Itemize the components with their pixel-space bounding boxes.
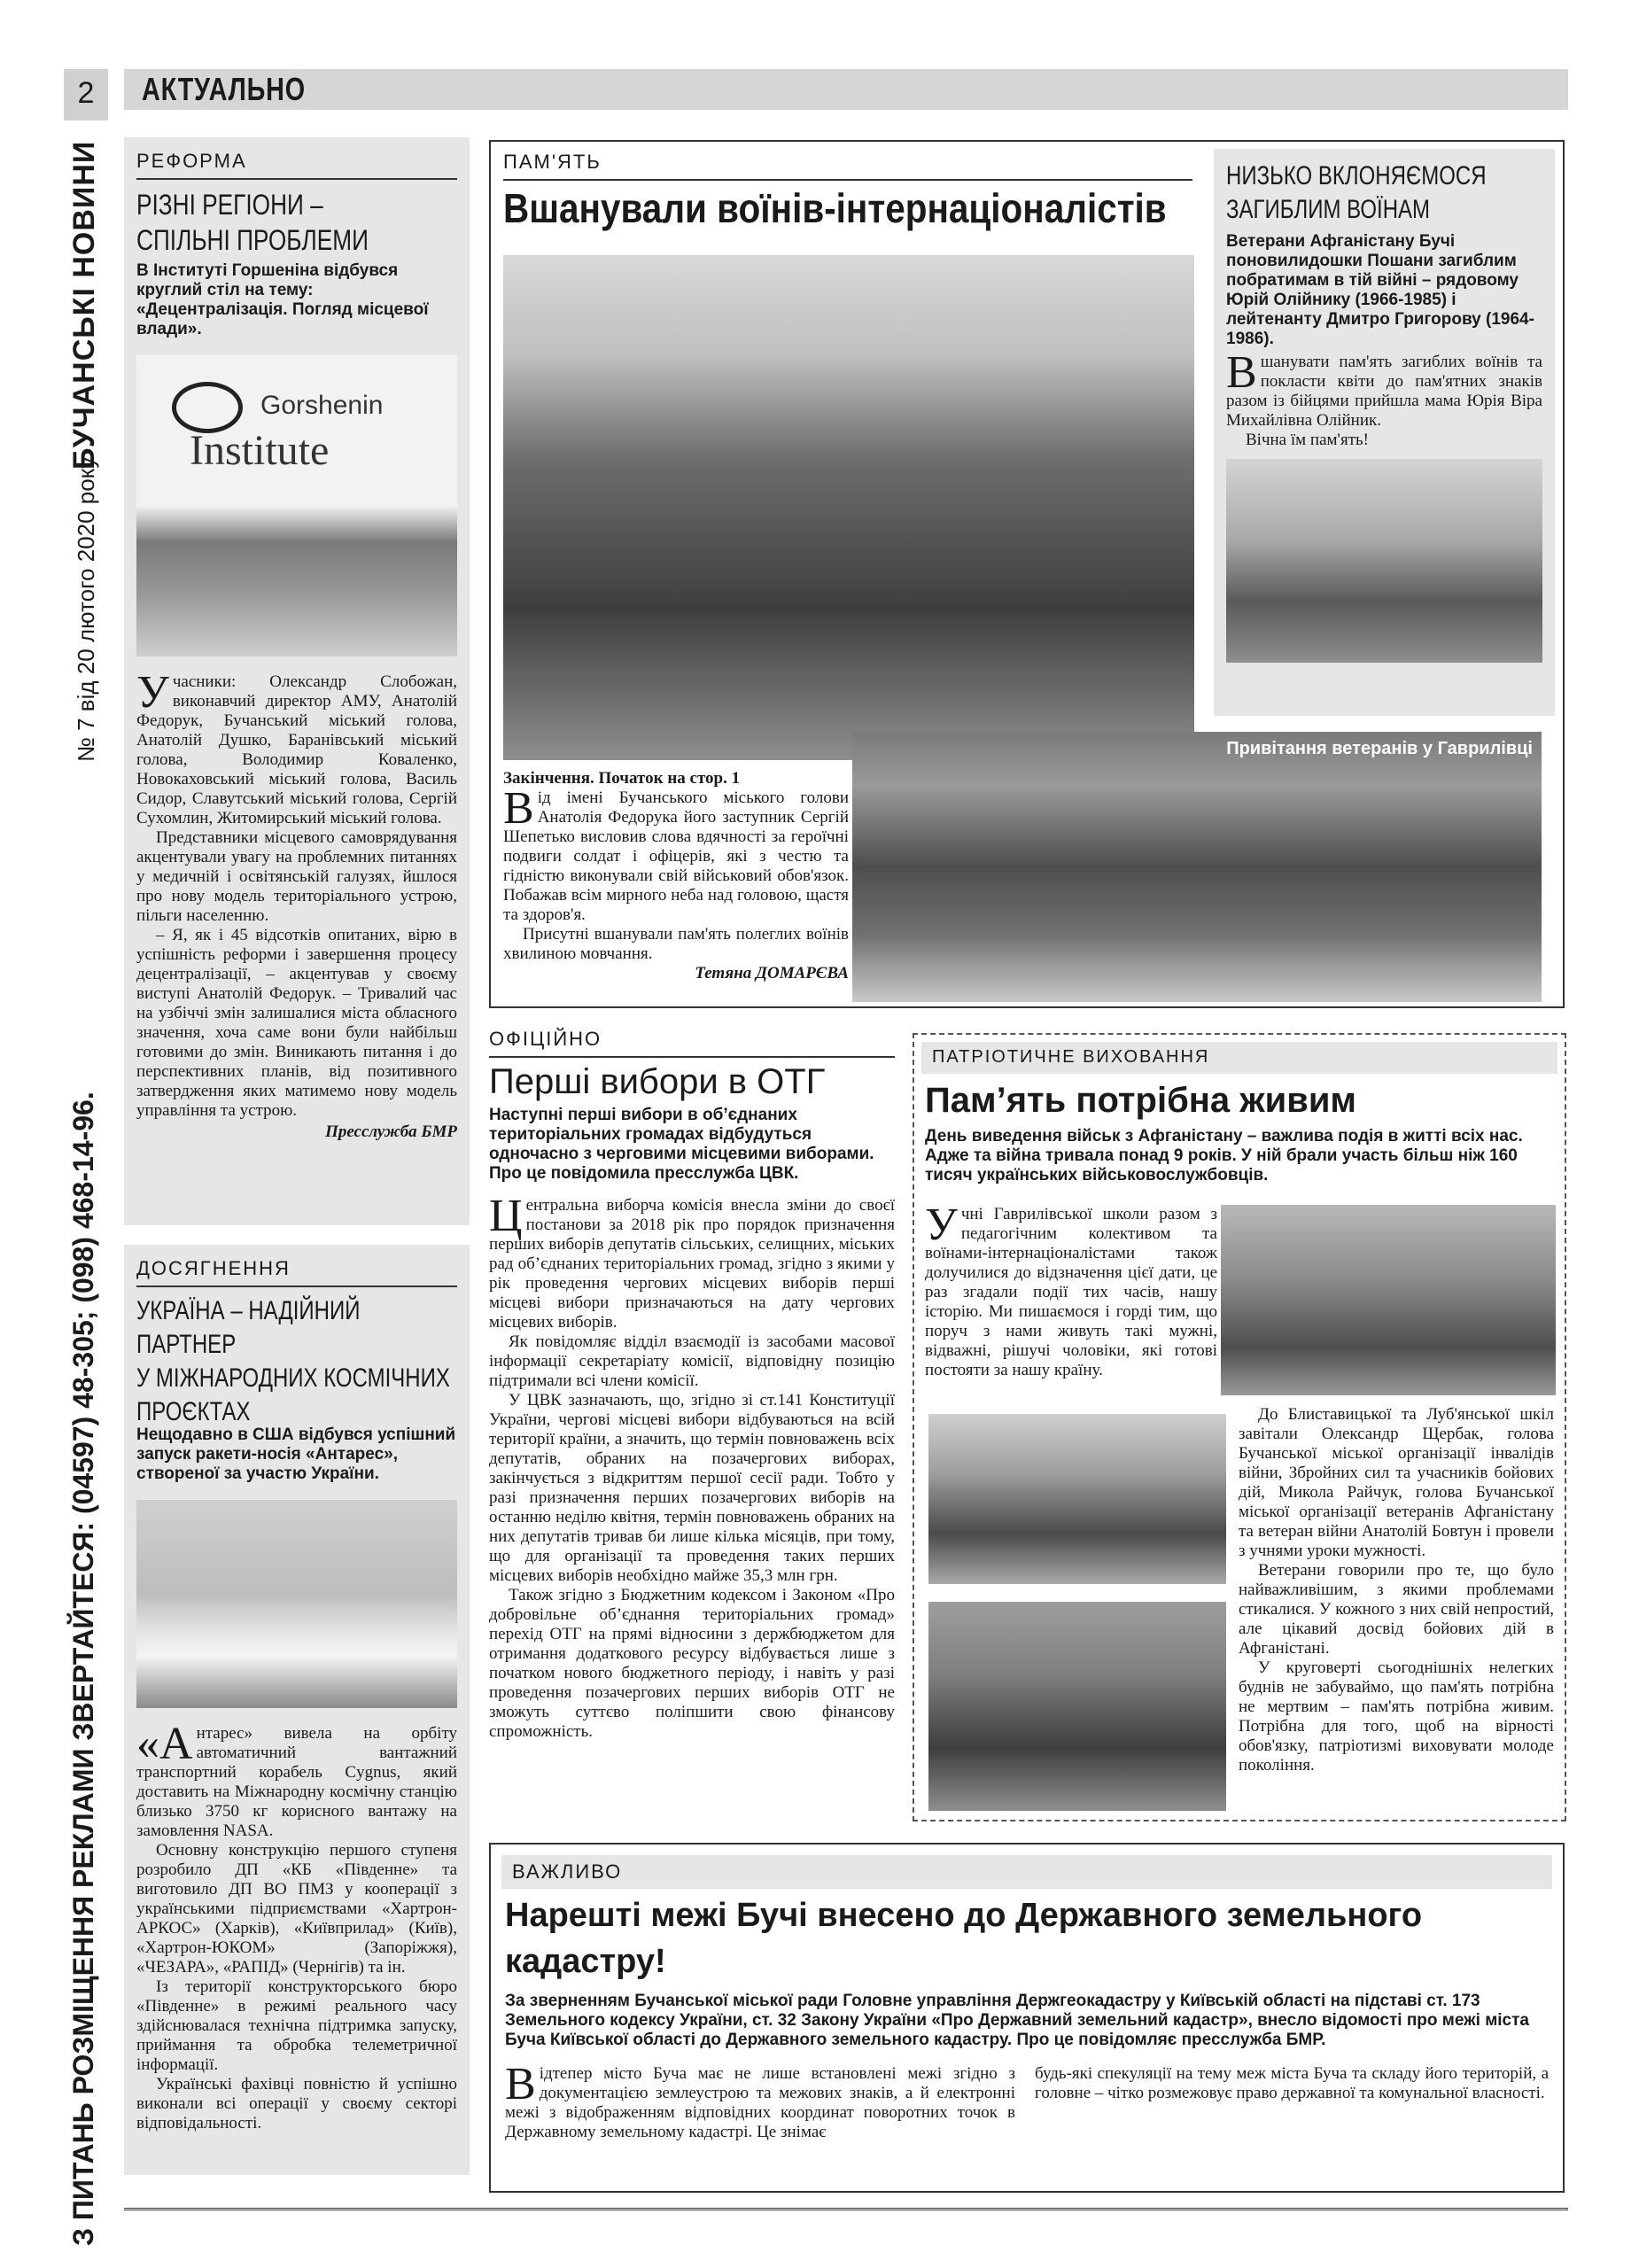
patriotic-body-right: [1239, 1405, 1554, 1775]
bow-title-line1: НИЗЬКО ВКЛОНЯЄМОСЯ: [1226, 161, 1487, 190]
achievement-p4: Українські фахівці повністю й успішно виконали всі операції у своєму секторі відповідальності.: [136, 2075, 457, 2132]
achievement-title: [136, 1294, 455, 1429]
memory-dropcap: В: [503, 783, 534, 834]
official-p3: У ЦВК зазначають, що, згідно зі ст.141 Конституції України, чергові місцеві вибори відбуваються на всій території країни, а значить, що термін повноважень всіх депутатів, обраних на позачергових виборах, закінчується з відкриттям першої сесії ради. Тобто у разі призначення перших позачергових виборів на останню неділю квітня, термін повноважень обраних на них депутатів тривав би лише кілька місяців, при тому, що для організації та проведення таких перших місцевих виборів необхідно майже 35,3 млн грн.: [489, 1391, 895, 1585]
bow-title-line2: ЗАГИБЛИМ ВОЇНАМ: [1226, 195, 1431, 224]
important-body-left: [505, 2059, 1015, 2142]
side-ads-phone: З ПИТАНЬ РОЗМІЩЕННЯ РЕКЛАМИ ЗВЕРТАЙТЕСЯ: (04597) 48-305; (098) 468-14-96.: [67, 1091, 99, 2246]
achievement-p1: нтарес» вивела на орбіту автоматичний вантажний транспортний корабель Cygnus, який доставить на Міжнародну космічну станцію близько 3750 кг корисного вантажу на замовлення NASA.: [136, 1724, 457, 1840]
patriotic-p2: До Блиставицької та Луб'янської шкіл завітали Олександр Щербак, голова Бучанської міської організації інвалідів війни, Збройних сил та учасників бойових дій, Микола Райчук, голова Бучанської міської організації ветеранів Афганістану та ветеран війни Анатолій Бовтун і провели з учнями уроки мужності.: [1239, 1405, 1554, 1560]
reform-p2: Представники місцевого самоврядування акцентували увагу на проблемних питаннях у медичній і освітянській галузях, йшлося про нову модель територіального устрою, пільги населенню.: [136, 828, 457, 925]
patriotic-p3: Ветерани говорили про те, що було найважливішим, з якими проблемами стикалися. У кожного з них свій непростий, але цікавий досвід бойових дій в Афганістані.: [1239, 1561, 1554, 1658]
achievement-section: [124, 1245, 470, 2175]
patriotic-body-top: [925, 1200, 1217, 1380]
official-title: Перші вибори в ОТГ: [489, 1062, 826, 1101]
official-dropcap: Ц: [489, 1191, 523, 1241]
bow-p2: Вічна їм пам'ять!: [1246, 431, 1369, 449]
memory-continuation: Закінчення. Початок на стор. 1: [503, 769, 741, 788]
bow-section: [1214, 149, 1555, 716]
memory-p2: Присутні вшанували пам'ять полеглих воїнів хвилиною мовчання.: [503, 925, 849, 963]
memory-p1: ід імені Бучанського міського голови Анатолія Федорука його заступник Сергій Шепетько висловив слова вдячності за героїчні подвиги солдат і офіцерів, які з честю та гідністю виконували свій військовий обов'язок. Побажав всім мирного неба над головою, щастя та здоров'я.: [503, 788, 849, 924]
reform-rubric: РЕФОРМА: [136, 150, 247, 172]
side-paper-title: БУЧАНСЬКІ НОВИНИ: [67, 140, 101, 470]
section-header: АКТУАЛЬНО: [142, 71, 306, 107]
patriotic-rubric: ПАТРІОТИЧНЕ ВИХОВАННЯ: [932, 1047, 1210, 1067]
reform-lead: В Інституті Горшеніна відбувся круглий стіл на тему: «Децентралізація. Погляд місцевої влади».: [136, 261, 429, 338]
achievement-title-line3: ПРОЄКТАХ: [136, 1397, 251, 1426]
achievement-title-line2: У МІЖНАРОДНИХ КОСМІЧНИХ: [136, 1363, 450, 1393]
bow-dropcap: В: [1226, 347, 1257, 398]
section-header-bar: [124, 69, 1568, 110]
patriotic-lead: День виведення військ з Афганістану – важлива подія в житті всіх нас. Адже та війна тривала понад 9 років. У ній брали участь більш ніж 160 тисяч українських військовослужбовців.: [925, 1127, 1523, 1184]
gavrylivka-caption: Привітання ветеранів у Гаврилівці: [1226, 739, 1533, 758]
achievement-dropcap: «А: [136, 1719, 193, 1769]
school-event-photo-3: [928, 1602, 1226, 1811]
achievement-rubric: ДОСЯГНЕННЯ: [136, 1257, 291, 1279]
reform-p3: – Я, як і 45 відсотків опитаних, вірю в успішність реформи і завершення процесу децентралізації, – акцентував у своєму виступі Анатолій Федорук. – Тривалий час на узбіччі змін залишалися міста обласного значення, хоча саме вони були найбільш готовими до змін. Виникають питання і до перспективних планів, від позитивного затвердження яких матимемо нову модель управління та устрою.: [136, 926, 457, 1120]
achievement-body: [136, 1719, 457, 2133]
bow-p1: шанувати пам'ять загиблих воїнів та покласти квіти до пам'ятних знаків разом із бійцями прийшла мама Юрія Віра Михайлівна Олійник.: [1226, 353, 1542, 430]
important-title-line1: Нарешті межі Бучі внесено до Державного земельного: [505, 1897, 1423, 1934]
reform-title: [136, 187, 456, 258]
reform-section: [124, 137, 470, 1225]
achievement-lead: Нещодавно в США відбувся успішний запуск ракети-носія «Антарес», створеної за участю України.: [136, 1425, 456, 1483]
gorshenin-logo-line2: Institute: [190, 427, 330, 474]
reform-dropcap: У: [136, 667, 169, 718]
patriotic-p4: У круговерті сьогоднішніх нелегких буднів не забуваймо, що пам'ять потрібна не мертвим – пам'ять потрібна живим. Потрібна для того, щоб на вірності обов'язку, патріотизмі виховувати молоде покоління.: [1239, 1658, 1554, 1775]
important-lead: За зверненням Бучанської міської ради Головне управління Держгеокадастру у Київській області на підставі ст. 173 Земельного кодексу України, ст. 32 Закону України «Про Державний земельний кадастр», внесло відомості про межі міста Буча Київської області до Державного земельного кадастру. Про це повідомляє пресслужба БМР.: [505, 1992, 1529, 2049]
important-body-right: [1035, 2064, 1549, 2103]
important-dropcap: В: [505, 2059, 536, 2109]
official-rubric: ОФІЦІЙНО: [489, 1028, 602, 1050]
school-event-photo-1: [1221, 1205, 1556, 1395]
patriotic-dropcap: У: [925, 1200, 958, 1250]
rocket-launch-photo: [136, 1500, 457, 1708]
official-body: [489, 1191, 895, 1742]
bow-lead: Ветерани Афганістану Бучі поновилидошки Пошани загиблим побратимам в тій війні – рядовому Юрій Олійнику (1966-1985) і лейтенанту Дмитро Григорову (1964-1986).: [1226, 232, 1534, 348]
official-p1: ентральна виборча комісія внесла зміни до своєї постанови за 2018 рік про порядок призначення перших виборів депутатів сільських, селищних, міських рад об’єднаних територіальних громад, згідно з якими у рік проведення чергових місцевих виборів перші місцеві вибори призначаються на дату чергових місцевих виборів.: [489, 1196, 895, 1332]
patriotic-title: Пам’ять потрібна живим: [925, 1081, 1357, 1120]
achievement-p2: Основну конструкцію першого ступеня розробило ДП «КБ «Південне» та виготовило ДП ВО ПМЗ у кооперації з українськими підприємствами «Хартрон-АРКОС» (Харків), «Київприлад» (Київ), «Хартрон-ЮКОМ» (Запоріжжя), «ЧЕЗАРА», «РАПІД» (Чернігів) та ін.: [136, 1841, 457, 1977]
memorial-plaque-photo: [1226, 459, 1542, 663]
achievement-p3: Із території конструкторського бюро «Південне» в режимі реального часу здійснювалася технічна підтримка запуску, приймання та обробка телеметричної інформації.: [136, 1977, 457, 2074]
bow-title: [1226, 159, 1552, 227]
reform-title-line1: РІЗНІ РЕГІОНИ –: [136, 189, 323, 221]
official-p4: Також згідно з Бюджетним кодексом і Законом «Про добровільне об’єднання територіальних громад» перехід ОТГ на прямі відносини з держбюджетом для отримання додаткового ресурсу відбувається лише з початком нового бюджетного періоду, і навіть у разі проведення позачергових перших виборів ОТГ не зможуть суттєво поліпшити свою фінансову спроможність.: [489, 1586, 895, 1741]
important-p1: ідтепер місто Буча має не лише встановлені межі згідно з документацією землеустрою та межових знаків, а й електронні межі з відображенням відповідних координат поворотних точок в Державному земельному кадастрі. Це знімає: [505, 2064, 1015, 2141]
important-p2: будь-які спекуляції на тему меж міста Буча та складу його територій, а головне – чітко розмежовує право державної та комунальної власності.: [1035, 2064, 1549, 2102]
bow-body: [1226, 347, 1542, 450]
footer-rule: [124, 2208, 1568, 2210]
official-lead: Наступні перші вибори в об’єднаних територіальних громадах відбудуться одночасно з черговими місцевими виборами. Про це повідомила пресслужба ЦВК.: [489, 1106, 874, 1183]
memory-rubric: ПАМ'ЯТЬ: [503, 151, 602, 173]
memory-text-block: [503, 769, 849, 983]
important-title-line2: кадастру!: [505, 1943, 666, 1980]
official-section: [489, 1028, 895, 1742]
achievement-title-line1: УКРАЇНА – НАДІЙНИЙ ПАРТНЕР: [136, 1296, 361, 1359]
veterans-memorial-photo: [503, 255, 1194, 760]
memory-title: Вшанували воїнів-інтернаціоналістів: [503, 185, 1167, 231]
official-p2: Як повідомляє відділ взаємодії із засобами масової інформації секретаріату комісії, відповідну позицію підтримали всі члени комісії.: [489, 1332, 895, 1390]
important-rubric-bar: [501, 1855, 1552, 1889]
reform-title-line2: СПІЛЬНІ ПРОБЛЕМИ: [136, 224, 369, 256]
important-rubric: ВАЖЛИВО: [512, 1860, 623, 1883]
reform-sign: Пресслужба БМР: [325, 1122, 457, 1141]
gavrylivka-photo: [852, 732, 1542, 1002]
reform-p1: часники: Олександр Слобожан, виконавчий директор АМУ, Анатолій Федорук, Бучанський міський голова, Анатолій Душко, Баранівський міський голова, Володимир Коваленко, Новокаховський міський голова, Василь Сидор, Славутський міський голова, Сергій Сухомлин, Житомирський міський голова.: [136, 672, 457, 827]
gorshenin-photo: [136, 355, 457, 656]
page-number: 2: [77, 76, 95, 110]
important-title: [505, 1892, 1559, 1984]
memory-sign: Тетяна ДОМАРЄВА: [695, 964, 849, 983]
reform-body: [136, 667, 457, 1121]
patriotic-p1: чні Гаврилівської школи разом з педагогічним колективом та воїнами-інтернаціоналістами також долучилися до відзначення цієї дати, це раз згадали події тих часів, нашу історію. Ми пишаємося і горді тим, що поруч з нами живуть такі мужні, відважні, рішучі чоловіки, які готові постояти за нашу країну.: [925, 1205, 1217, 1379]
school-event-photo-2: [928, 1414, 1226, 1584]
gorshenin-logo-line1: Gorshenin: [260, 391, 384, 420]
side-issue-date: № 7 від 20 лютого 2020 року: [73, 456, 99, 762]
